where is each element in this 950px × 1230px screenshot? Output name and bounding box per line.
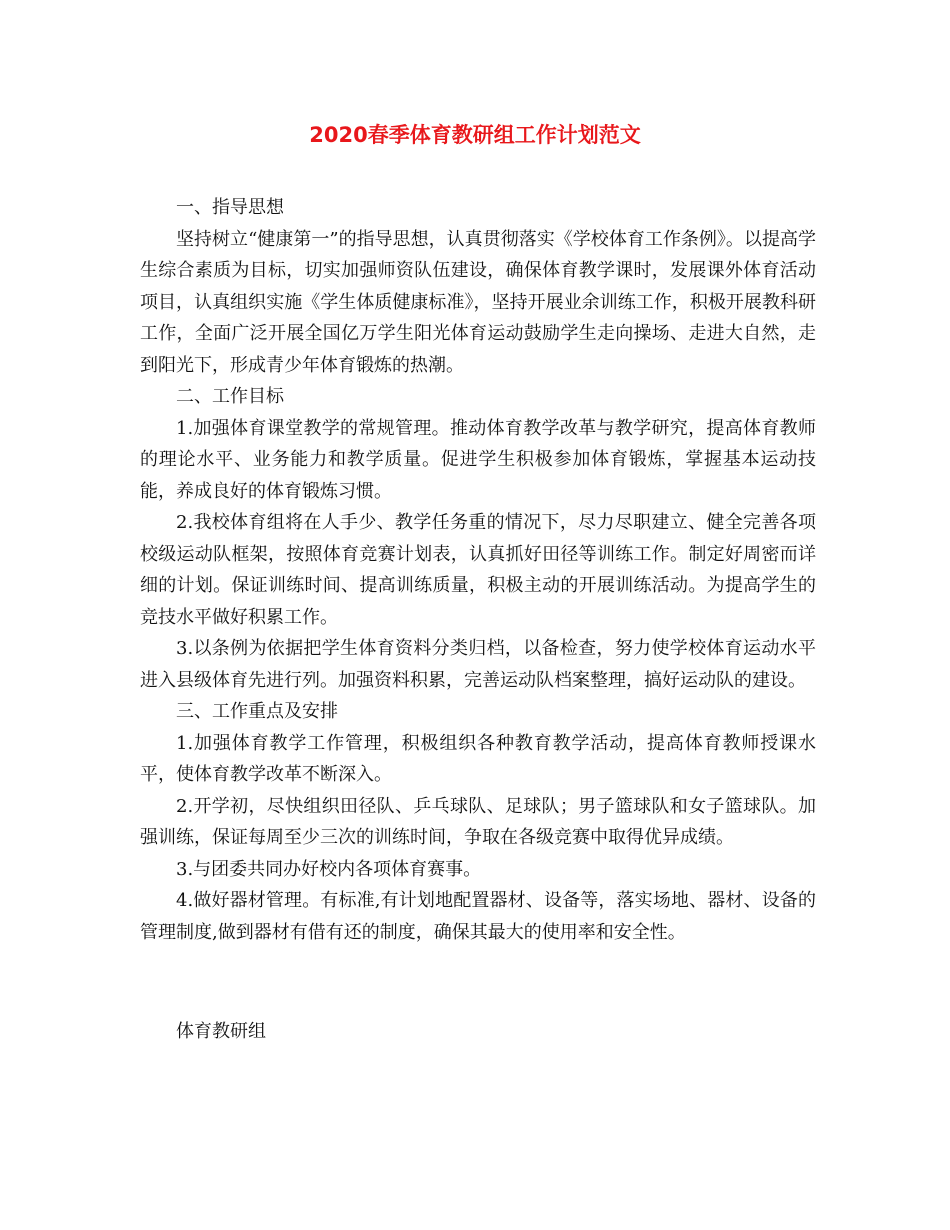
paragraph-key-4: 4.做好器材管理。有标准,有计划地配置器材、设备等，落实场地、器材、设备的管理制度,做到器材有借有还的制度，确保其最大的使用率和安全性。	[140, 890, 816, 943]
paragraph-goal-2: 2.我校体育组将在人手少、教学任务重的情况下，尽力尽职建立、健全完善各项校级运动队框架，按照体育竞赛计划表，认真抓好田径等训练工作。制定好周密而详细的计划。保证训练时间、提高训练质量，积极主动的开展训练活动。为提高学生的竞技水平做好积累工作。	[140, 512, 816, 628]
section-heading-work-goals: 二、工作目标	[176, 386, 284, 407]
document-title: 2020春季体育教研组工作计划范文	[309, 123, 641, 147]
paragraph-key-1: 1.加强体育教学工作管理，积极组织各种教育教学活动，提高体育教师授课水平，使体育教学改革不断深入。	[140, 732, 816, 785]
paragraph-goal-3: 3.以条例为依据把学生体育资料分类归档，以备检查，努力使学校体育运动水平进入县级体育先进行列。加强资料积累，完善运动队档案整理，搞好运动队的建设。	[140, 638, 816, 691]
section-heading-key-work: 三、工作重点及安排	[176, 701, 338, 722]
paragraph-key-2: 2.开学初，尽快组织田径队、乒乓球队、足球队；男子篮球队和女子篮球队。加强训练，保证每周至少三次的训练时间，争取在各级竞赛中取得优异成绩。	[140, 795, 816, 848]
paragraph-guiding-ideology: 坚持树立“健康第一”的指导思想，认真贯彻落实《学校体育工作条例》。以提高学生综合素质为目标，切实加强师资队伍建设，确保体育教学课时，发展课外体育活动项目，认真组织实施《学生体质健康标准》，坚持开展业余训练工作，积极开展教科研工作，全面广泛开展全国亿万学生阳光体育运动鼓励学生走向操场、走进大自然，走到阳光下，形成青少年体育锻炼的热潮。	[140, 228, 816, 376]
signature: 体育教研组	[176, 1021, 266, 1042]
paragraph-key-3: 3.与团委共同办好校内各项体育赛事。	[176, 858, 482, 880]
section-heading-guiding-ideology: 一、指导思想	[176, 197, 284, 218]
document-body	[140, 192, 816, 948]
paragraph-goal-1: 1.加强体育课堂教学的常规管理。推动体育教学改革与教学研究，提高体育教师的理论水平、业务能力和教学质量。促进学生积极参加体育锻炼，掌握基本运动技能，养成良好的体育锻炼习惯。	[140, 417, 816, 502]
